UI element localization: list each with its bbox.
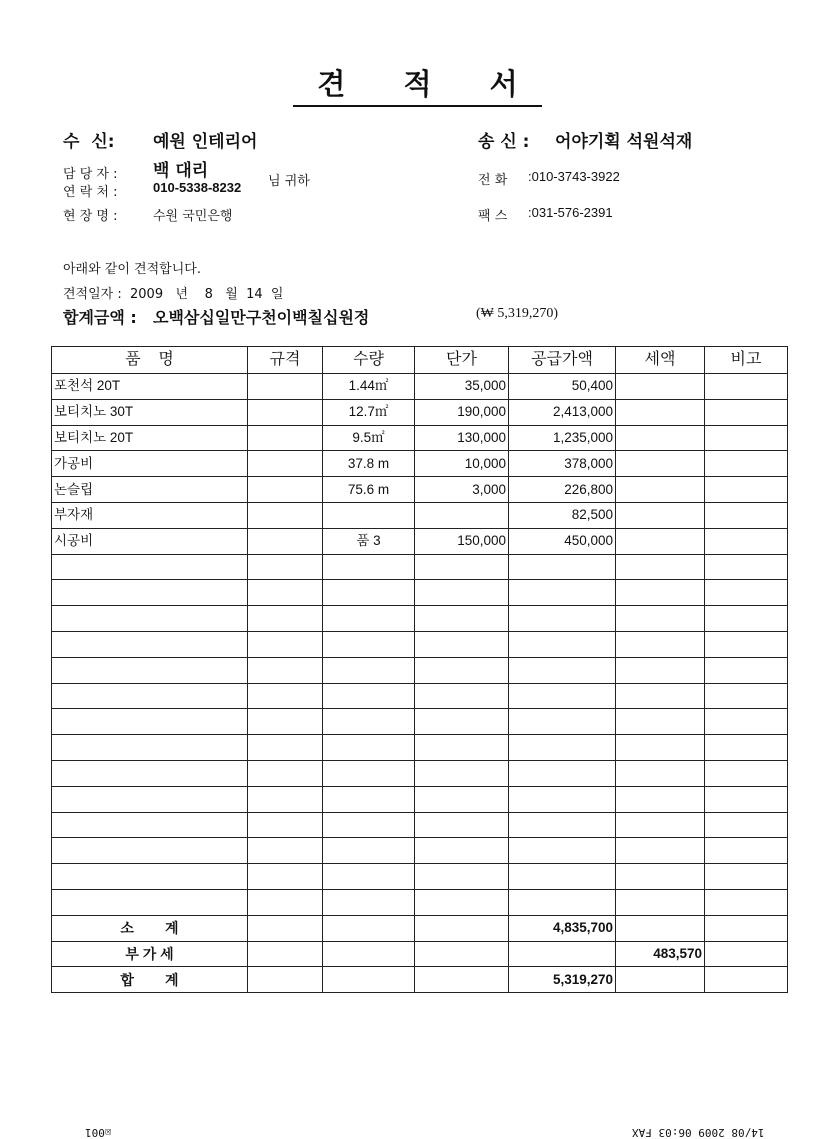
item-name bbox=[52, 735, 248, 761]
table-cell bbox=[705, 915, 788, 941]
fax-mark-icon: ☒ bbox=[104, 1126, 112, 1139]
item-qty bbox=[323, 864, 415, 890]
item-supply bbox=[509, 606, 616, 632]
table-row bbox=[52, 812, 788, 838]
table-row bbox=[52, 425, 788, 451]
item-spec bbox=[248, 477, 323, 503]
item-supply bbox=[509, 631, 616, 657]
item-qty bbox=[323, 683, 415, 709]
item-tax bbox=[616, 451, 705, 477]
table-row bbox=[52, 657, 788, 683]
table-row bbox=[52, 399, 788, 425]
table-cell bbox=[415, 915, 509, 941]
table-row bbox=[52, 631, 788, 657]
header-supply: 공급가액 bbox=[509, 347, 616, 374]
table-row bbox=[52, 786, 788, 812]
item-spec bbox=[248, 735, 323, 761]
item-qty bbox=[323, 631, 415, 657]
subtotal-row bbox=[52, 915, 788, 941]
item-supply bbox=[509, 786, 616, 812]
item-unit-price bbox=[415, 657, 509, 683]
table-row bbox=[52, 606, 788, 632]
site-label: 현 장 명 : bbox=[63, 209, 118, 224]
table-cell bbox=[323, 915, 415, 941]
manager-label: 담 당 자 : bbox=[63, 167, 118, 182]
item-unit-price bbox=[415, 683, 509, 709]
item-name bbox=[52, 683, 248, 709]
total-row-supply: 5,319,270 bbox=[509, 967, 616, 993]
fax-page-number bbox=[85, 1126, 112, 1139]
item-tax bbox=[616, 838, 705, 864]
item-unit-price bbox=[415, 735, 509, 761]
item-name bbox=[52, 580, 248, 606]
item-unit-price bbox=[415, 838, 509, 864]
item-tax bbox=[616, 554, 705, 580]
item-note bbox=[705, 683, 788, 709]
table-row bbox=[52, 760, 788, 786]
item-supply: 2,413,000 bbox=[509, 399, 616, 425]
fax-page-text: 001 bbox=[85, 1126, 105, 1139]
item-qty: 품 3 bbox=[323, 528, 415, 554]
item-tax bbox=[616, 683, 705, 709]
item-supply bbox=[509, 735, 616, 761]
item-qty bbox=[323, 786, 415, 812]
recipient-label: 수 신: bbox=[63, 132, 115, 152]
table-cell bbox=[248, 941, 323, 967]
item-note bbox=[705, 502, 788, 528]
item-unit-price: 35,000 bbox=[415, 374, 509, 400]
header-spec: 규격 bbox=[248, 347, 323, 374]
item-qty bbox=[323, 657, 415, 683]
item-qty bbox=[323, 735, 415, 761]
item-supply bbox=[509, 812, 616, 838]
item-tax bbox=[616, 399, 705, 425]
item-name bbox=[52, 812, 248, 838]
item-name bbox=[52, 786, 248, 812]
item-tax bbox=[616, 374, 705, 400]
item-tax bbox=[616, 735, 705, 761]
item-supply bbox=[509, 889, 616, 915]
table-row bbox=[52, 451, 788, 477]
sender-label: 송 신 : bbox=[478, 132, 530, 152]
item-name bbox=[52, 631, 248, 657]
item-tax bbox=[616, 580, 705, 606]
item-spec bbox=[248, 631, 323, 657]
item-tax bbox=[616, 812, 705, 838]
item-unit-price bbox=[415, 502, 509, 528]
phone-label: 전 화 bbox=[478, 173, 508, 188]
table-row bbox=[52, 528, 788, 554]
item-note bbox=[705, 889, 788, 915]
table-cell bbox=[705, 941, 788, 967]
total-words: 오백삼십일만구천이백칠십원정 bbox=[153, 308, 370, 327]
item-spec bbox=[248, 760, 323, 786]
table-row bbox=[52, 477, 788, 503]
item-qty bbox=[323, 580, 415, 606]
item-qty bbox=[323, 812, 415, 838]
item-name: 시공비 bbox=[52, 528, 248, 554]
item-unit-price: 3,000 bbox=[415, 477, 509, 503]
table-cell bbox=[248, 967, 323, 993]
header-qty: 수량 bbox=[323, 347, 415, 374]
table-row bbox=[52, 889, 788, 915]
item-spec bbox=[248, 606, 323, 632]
item-supply bbox=[509, 760, 616, 786]
item-unit-price bbox=[415, 760, 509, 786]
table-cell bbox=[415, 967, 509, 993]
item-qty bbox=[323, 838, 415, 864]
item-note bbox=[705, 477, 788, 503]
item-tax bbox=[616, 606, 705, 632]
item-spec bbox=[248, 528, 323, 554]
item-name: 보티치노 30T bbox=[52, 399, 248, 425]
table-row bbox=[52, 554, 788, 580]
total-row-tax bbox=[616, 967, 705, 993]
document-title: 견 적 서 bbox=[0, 62, 835, 107]
site-value: 수원 국민은행 bbox=[153, 209, 233, 224]
item-name bbox=[52, 864, 248, 890]
subtotal-label: 소 계 bbox=[52, 915, 248, 941]
item-spec bbox=[248, 374, 323, 400]
item-tax bbox=[616, 528, 705, 554]
table-cell bbox=[705, 967, 788, 993]
subtotal-tax bbox=[616, 915, 705, 941]
header-note: 비고 bbox=[705, 347, 788, 374]
item-unit-price: 10,000 bbox=[415, 451, 509, 477]
fax-header-stamp: 14/08 2009 06:03 FAX bbox=[632, 1126, 765, 1139]
item-qty: 12.7㎡ bbox=[323, 399, 415, 425]
item-qty bbox=[323, 889, 415, 915]
item-qty: 9.5㎡ bbox=[323, 425, 415, 451]
item-spec bbox=[248, 709, 323, 735]
item-note bbox=[705, 864, 788, 890]
item-note bbox=[705, 580, 788, 606]
table-row bbox=[52, 683, 788, 709]
item-qty bbox=[323, 606, 415, 632]
item-tax bbox=[616, 477, 705, 503]
item-note bbox=[705, 554, 788, 580]
item-supply bbox=[509, 864, 616, 890]
item-spec bbox=[248, 580, 323, 606]
item-name bbox=[52, 760, 248, 786]
item-spec bbox=[248, 683, 323, 709]
item-tax bbox=[616, 864, 705, 890]
item-supply: 378,000 bbox=[509, 451, 616, 477]
item-supply bbox=[509, 838, 616, 864]
item-supply: 226,800 bbox=[509, 477, 616, 503]
honorific: 님 귀하 bbox=[268, 174, 310, 189]
header-item: 품 명 bbox=[52, 347, 248, 374]
item-supply: 82,500 bbox=[509, 502, 616, 528]
phone-value: :010-3743-3922 bbox=[528, 169, 620, 184]
table-cell bbox=[323, 967, 415, 993]
item-supply: 50,400 bbox=[509, 374, 616, 400]
table-row bbox=[52, 735, 788, 761]
intro-text: 아래와 같이 견적합니다. bbox=[63, 262, 201, 277]
item-note bbox=[705, 399, 788, 425]
item-supply bbox=[509, 709, 616, 735]
item-unit-price bbox=[415, 580, 509, 606]
vat-label: 부 가 세 bbox=[52, 941, 248, 967]
item-supply: 450,000 bbox=[509, 528, 616, 554]
item-note bbox=[705, 786, 788, 812]
sender-name: 어야기획 석원석재 bbox=[555, 132, 693, 152]
table-cell bbox=[415, 941, 509, 967]
item-unit-price bbox=[415, 864, 509, 890]
item-spec bbox=[248, 657, 323, 683]
item-note bbox=[705, 838, 788, 864]
item-tax bbox=[616, 502, 705, 528]
recipient-name: 예원 인테리어 bbox=[153, 132, 258, 152]
table-row bbox=[52, 709, 788, 735]
fax-value: :031-576-2391 bbox=[528, 205, 613, 220]
item-supply bbox=[509, 580, 616, 606]
item-name bbox=[52, 889, 248, 915]
item-name bbox=[52, 709, 248, 735]
item-qty: 1.44㎡ bbox=[323, 374, 415, 400]
table-cell bbox=[323, 941, 415, 967]
table-row bbox=[52, 502, 788, 528]
vat-row bbox=[52, 941, 788, 967]
quote-date: 견적일자 : 2009 년 8 월 14 일 bbox=[63, 287, 284, 302]
item-note bbox=[705, 606, 788, 632]
estimate-table bbox=[51, 346, 788, 993]
item-tax bbox=[616, 657, 705, 683]
item-note bbox=[705, 631, 788, 657]
item-spec bbox=[248, 786, 323, 812]
item-name bbox=[52, 657, 248, 683]
fax-label: 팩 스 bbox=[478, 209, 508, 224]
item-qty bbox=[323, 554, 415, 580]
item-name bbox=[52, 606, 248, 632]
item-unit-price bbox=[415, 606, 509, 632]
item-unit-price: 130,000 bbox=[415, 425, 509, 451]
item-spec bbox=[248, 425, 323, 451]
item-spec bbox=[248, 889, 323, 915]
vat-tax: 483,570 bbox=[616, 941, 705, 967]
item-supply: 1,235,000 bbox=[509, 425, 616, 451]
item-unit-price: 190,000 bbox=[415, 399, 509, 425]
item-tax bbox=[616, 709, 705, 735]
header-unit-price: 단가 bbox=[415, 347, 509, 374]
item-qty: 37.8 m bbox=[323, 451, 415, 477]
item-qty bbox=[323, 502, 415, 528]
manager-name: 백 대리 bbox=[153, 161, 209, 181]
total-numeric: (₩ 5,319,270) bbox=[476, 306, 559, 321]
contact-label: 연 락 처 : bbox=[63, 185, 118, 200]
item-note bbox=[705, 735, 788, 761]
table-header-row bbox=[52, 347, 788, 374]
item-tax bbox=[616, 760, 705, 786]
item-name bbox=[52, 554, 248, 580]
header-tax: 세액 bbox=[616, 347, 705, 374]
item-spec bbox=[248, 399, 323, 425]
item-supply bbox=[509, 554, 616, 580]
item-unit-price bbox=[415, 786, 509, 812]
item-name bbox=[52, 838, 248, 864]
item-note bbox=[705, 657, 788, 683]
item-spec bbox=[248, 554, 323, 580]
item-unit-price bbox=[415, 889, 509, 915]
table-row bbox=[52, 864, 788, 890]
item-note bbox=[705, 812, 788, 838]
item-supply bbox=[509, 683, 616, 709]
item-unit-price bbox=[415, 631, 509, 657]
item-tax bbox=[616, 889, 705, 915]
item-tax bbox=[616, 786, 705, 812]
item-name: 논슬립 bbox=[52, 477, 248, 503]
total-row-label: 합 계 bbox=[52, 967, 248, 993]
item-tax bbox=[616, 631, 705, 657]
item-note bbox=[705, 374, 788, 400]
item-tax bbox=[616, 425, 705, 451]
table-row bbox=[52, 838, 788, 864]
item-note bbox=[705, 528, 788, 554]
item-supply bbox=[509, 657, 616, 683]
table-cell bbox=[248, 915, 323, 941]
item-spec bbox=[248, 838, 323, 864]
item-spec bbox=[248, 812, 323, 838]
item-note bbox=[705, 760, 788, 786]
item-name: 보티치노 20T bbox=[52, 425, 248, 451]
item-note bbox=[705, 709, 788, 735]
item-unit-price bbox=[415, 709, 509, 735]
item-qty bbox=[323, 709, 415, 735]
item-name: 포천석 20T bbox=[52, 374, 248, 400]
item-note bbox=[705, 451, 788, 477]
item-spec bbox=[248, 864, 323, 890]
item-spec bbox=[248, 451, 323, 477]
total-label: 합계금액 : bbox=[63, 308, 137, 327]
subtotal-supply: 4,835,700 bbox=[509, 915, 616, 941]
item-unit-price bbox=[415, 812, 509, 838]
item-name: 부자재 bbox=[52, 502, 248, 528]
total-row bbox=[52, 967, 788, 993]
table-row bbox=[52, 374, 788, 400]
item-spec bbox=[248, 502, 323, 528]
item-unit-price: 150,000 bbox=[415, 528, 509, 554]
item-qty: 75.6 m bbox=[323, 477, 415, 503]
item-name: 가공비 bbox=[52, 451, 248, 477]
contact-value: 010-5338-8232 bbox=[153, 180, 242, 195]
item-note bbox=[705, 425, 788, 451]
vat-supply bbox=[509, 941, 616, 967]
table-row bbox=[52, 580, 788, 606]
item-unit-price bbox=[415, 554, 509, 580]
item-qty bbox=[323, 760, 415, 786]
